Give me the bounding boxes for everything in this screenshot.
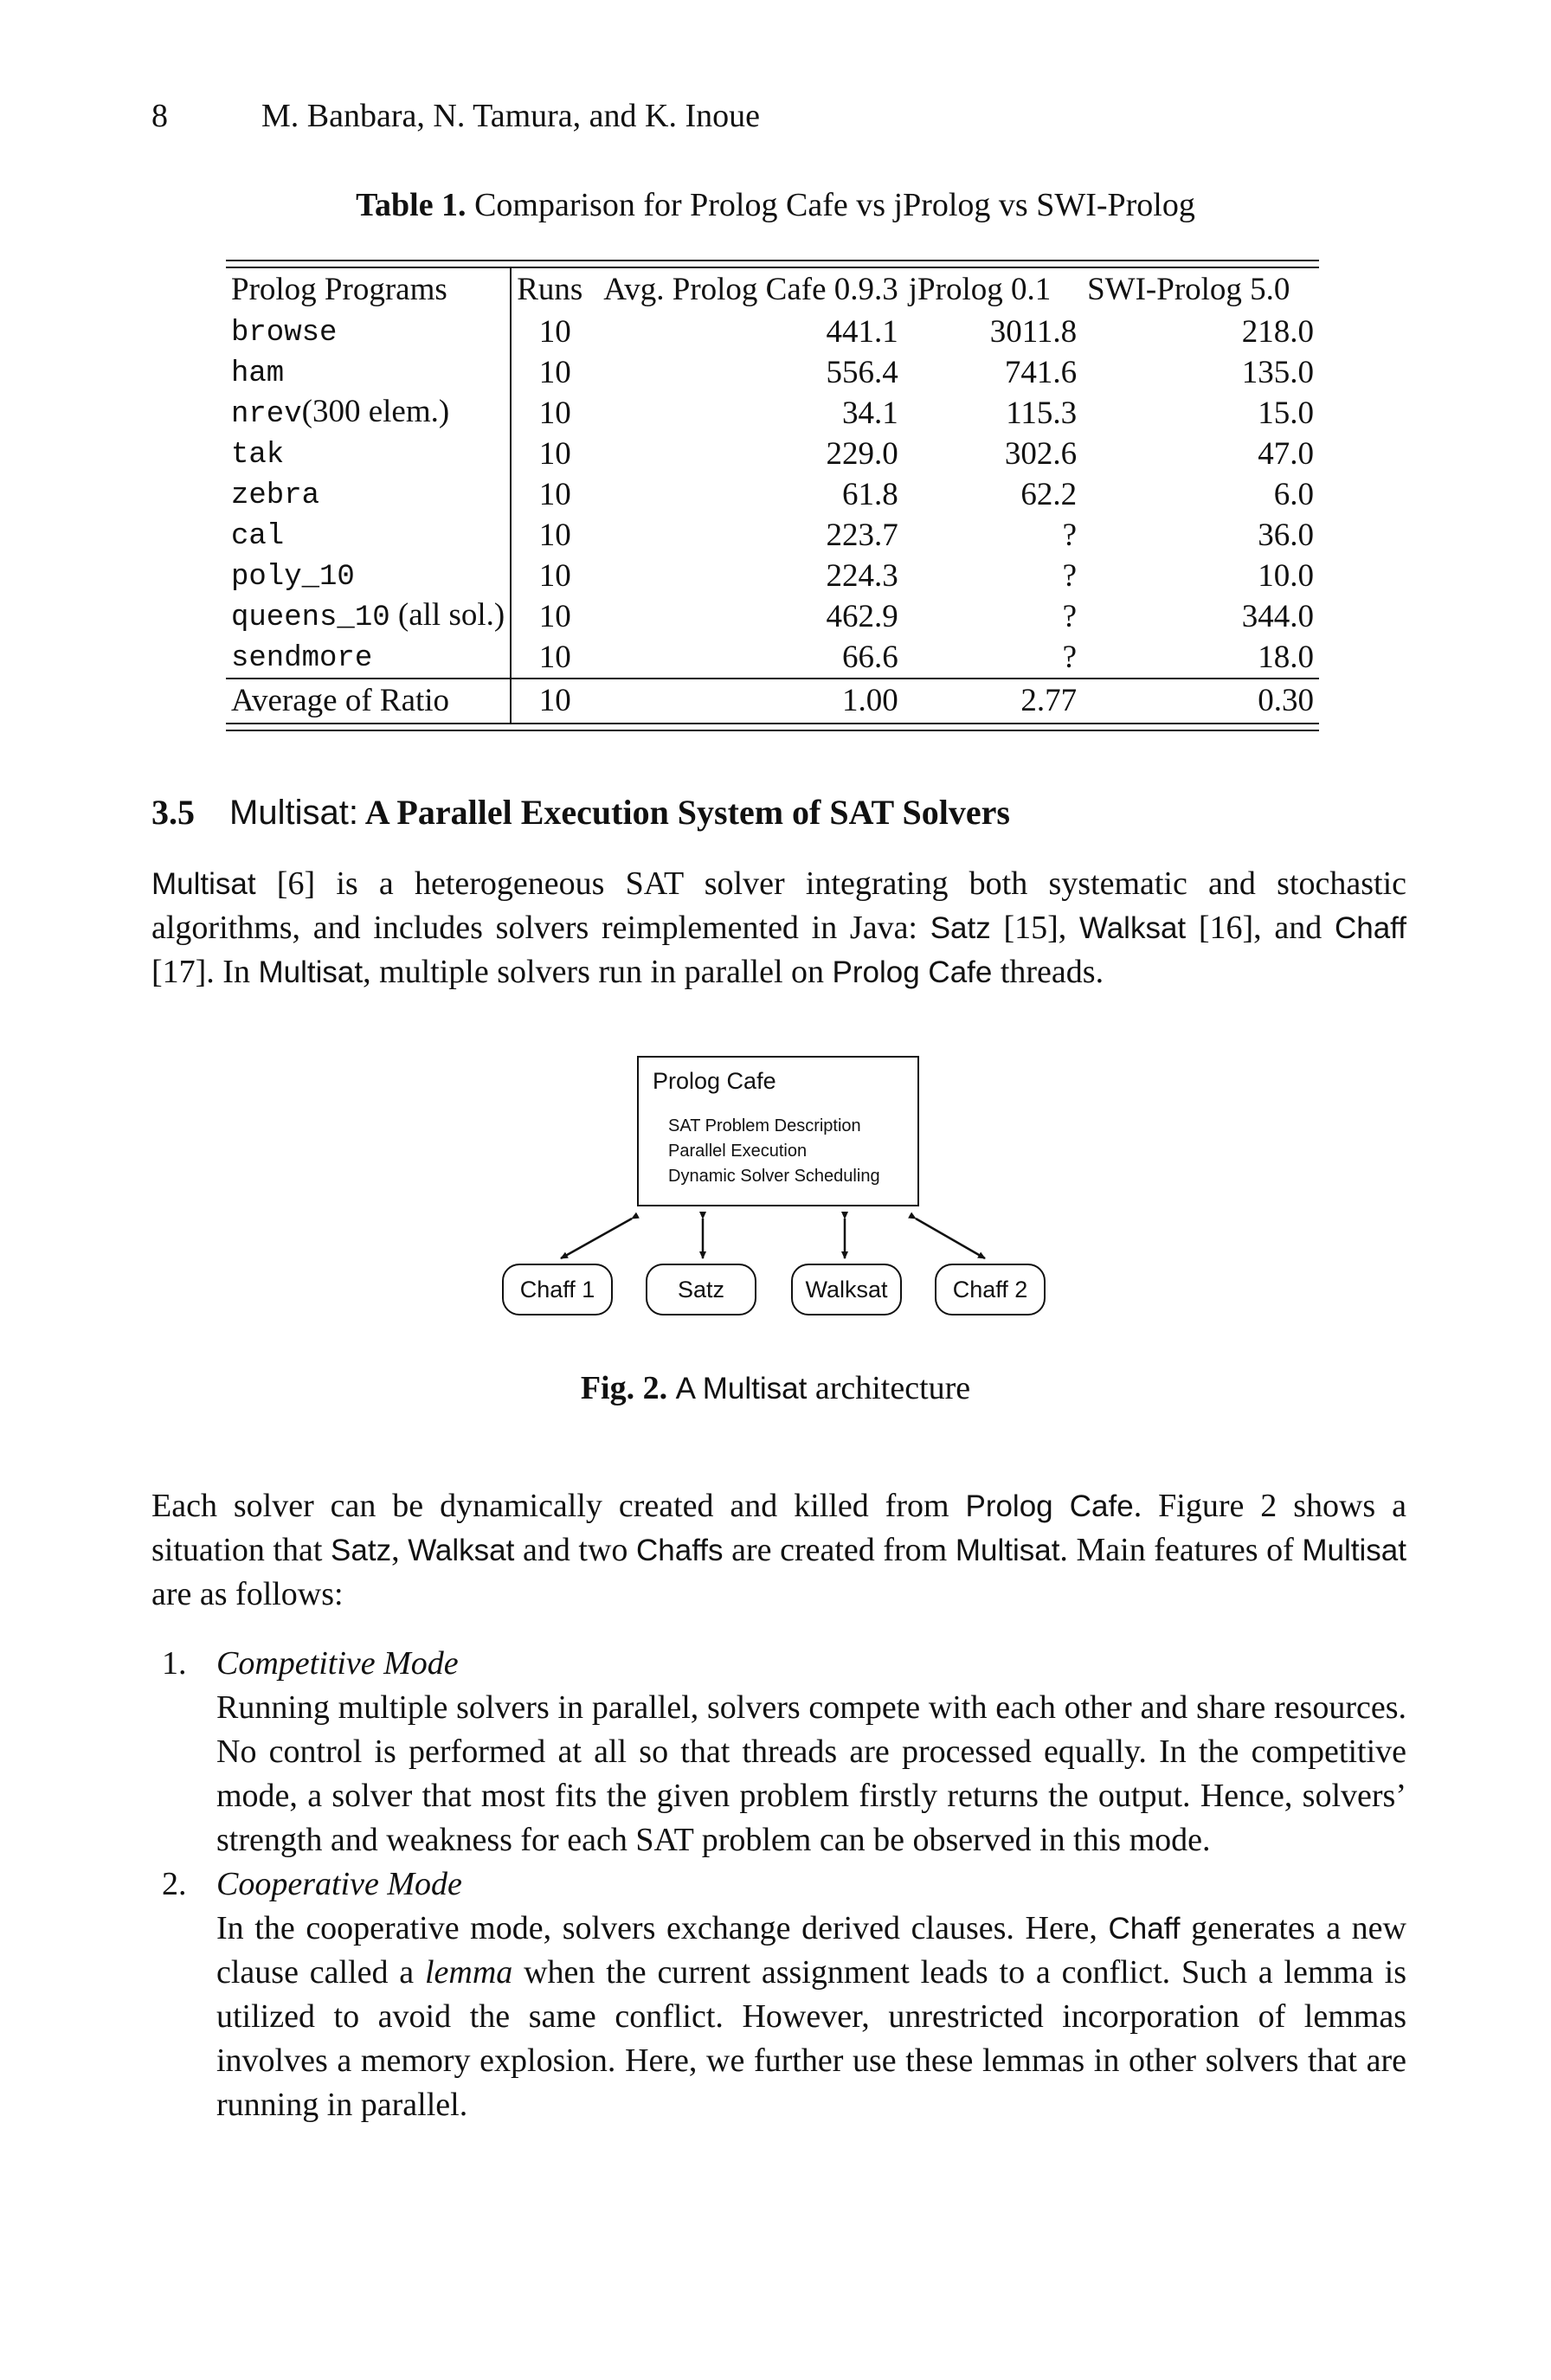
table-bottom-rule-2 <box>226 730 1319 731</box>
col-header-runs: Runs <box>517 272 583 307</box>
list-item-body: Running multiple solvers in parallel, solvers compete with each other and share resources. No control is performed at all so that threads are processed equally. In the competitive mode, a solver that most fits the given problem firstly returns the output. Hence, solvers’ strength and weakness for each SAT problem can be observed in this mode. <box>216 1689 1406 1858</box>
col-header-prolog-cafe: Avg. Prolog Cafe 0.9.3 <box>603 272 898 307</box>
table-caption-label: Table 1. <box>356 187 467 223</box>
program-name: queens_10 <box>231 601 390 634</box>
table-bottom-rule <box>226 723 1319 724</box>
page-number: 8 <box>151 98 168 134</box>
list-item-title: Cooperative Mode <box>216 1866 462 1902</box>
cell-runs: 10 <box>538 354 571 390</box>
figure-caption-text: architecture <box>807 1370 971 1406</box>
col-header-jprolog: jProlog 0.1 <box>908 272 1052 307</box>
program-note: (300 elem.) <box>301 394 450 429</box>
list-item-number: 2. <box>162 1866 187 1902</box>
cell-runs: 10 <box>538 557 571 594</box>
table-row <box>226 556 1319 596</box>
cell-swi: 6.0 <box>1273 476 1314 512</box>
multisat-architecture-figure <box>493 1047 1065 1333</box>
section-number: 3.5 <box>151 793 195 832</box>
table-row <box>226 352 1319 393</box>
table-top-rule <box>226 260 1319 261</box>
cell-runs: 10 <box>538 639 571 675</box>
feature-list <box>151 1642 1406 2127</box>
program-name: cal <box>231 520 285 553</box>
average-label: Average of Ratio <box>226 679 511 723</box>
cell-runs: 10 <box>538 395 571 431</box>
cell-jprolog: ? <box>1062 517 1078 553</box>
solver-node-chaff1: Chaff 1 <box>502 1264 613 1315</box>
table-average-row <box>226 679 1319 723</box>
section-heading <box>151 792 1010 833</box>
cell-swi: 218.0 <box>1241 313 1314 350</box>
cell-swi: 47.0 <box>1258 435 1314 472</box>
solver-node-chaff2: Chaff 2 <box>935 1264 1046 1315</box>
list-item <box>151 1862 1406 2127</box>
program-name: zebra <box>231 479 320 512</box>
cell-jprolog: 62.2 <box>1020 476 1078 512</box>
table-row <box>226 474 1319 515</box>
cell-prolog-cafe: 462.9 <box>826 598 898 634</box>
list-item-number: 1. <box>162 1645 187 1682</box>
box-line: SAT Problem Description <box>668 1116 861 1135</box>
table-caption <box>0 186 1551 224</box>
average-jprolog: 2.77 <box>904 679 1082 723</box>
comparison-table <box>226 260 1319 731</box>
box-line: Dynamic Solver Scheduling <box>668 1167 880 1186</box>
table-row <box>226 393 1319 434</box>
program-name: tak <box>231 439 285 472</box>
solver-node-walksat: Walksat <box>791 1264 902 1315</box>
average-prolog-cafe: 1.00 <box>598 679 904 723</box>
cell-jprolog: ? <box>1062 639 1078 675</box>
cell-swi: 18.0 <box>1258 639 1314 675</box>
box-line: Parallel Execution <box>668 1142 808 1161</box>
cell-swi: 135.0 <box>1241 354 1314 390</box>
figure-caption <box>0 1369 1551 1407</box>
cell-prolog-cafe: 34.1 <box>842 395 898 431</box>
average-swi: 0.30 <box>1082 679 1319 723</box>
program-name: nrev <box>231 398 302 431</box>
list-item-body: In the cooperative mode, solvers exchange derived clauses. Here, Chaff generates a new clause called a lemma when the current assignment leads to a conflict. Such a lemma is utilized to avoid the same conflict. However, unrestricted incorporation of lemmas involves a memory explosion. Here, we further use these lemmas in other solvers that are running in parallel. <box>216 1910 1406 2123</box>
table-row <box>226 312 1319 352</box>
box-title: Prolog Cafe <box>653 1068 776 1094</box>
arrow-to-chaff1 <box>561 1219 632 1258</box>
cell-runs: 10 <box>538 435 571 472</box>
average-runs: 10 <box>511 679 598 723</box>
list-item <box>151 1642 1406 1862</box>
cell-runs: 10 <box>538 598 571 634</box>
paragraph-dynamic: Each solver can be dynamically created and killed from Prolog Cafe. Figure 2 shows a situation that Satz, Walksat and two Chaffs are created from Multisat. Main features of Multisat are as follows: <box>151 1488 1406 1612</box>
table-row <box>226 434 1319 474</box>
cell-prolog-cafe: 66.6 <box>842 639 898 675</box>
table-row <box>226 515 1319 556</box>
cell-jprolog: 302.6 <box>1004 435 1078 472</box>
cell-prolog-cafe: 441.1 <box>826 313 898 350</box>
list-item-title: Competitive Mode <box>216 1645 459 1682</box>
cell-jprolog: 115.3 <box>1006 395 1078 431</box>
table-header-row <box>226 268 1319 312</box>
cell-jprolog: ? <box>1062 557 1078 594</box>
cell-swi: 10.0 <box>1258 557 1314 594</box>
col-header-programs: Prolog Programs <box>226 268 511 312</box>
prolog-cafe-box <box>637 1056 919 1206</box>
section-title: A Parallel Execution System of SAT Solvers <box>364 793 1010 832</box>
figure-caption-sys: A Multisat <box>675 1372 808 1405</box>
solver-node-satz: Satz <box>646 1264 756 1315</box>
arrow-to-chaff2 <box>916 1219 985 1258</box>
cell-swi: 15.0 <box>1258 395 1314 431</box>
col-header-swi-prolog: SWI-Prolog 5.0 <box>1087 272 1290 307</box>
cell-runs: 10 <box>538 476 571 512</box>
cell-jprolog: 741.6 <box>1004 354 1078 390</box>
section-system-name: Multisat: <box>229 794 358 832</box>
cell-swi: 344.0 <box>1241 598 1314 634</box>
paragraph-intro: Multisat [6] is a heterogeneous SAT solver integrating both systematic and stochastic algorithms, and includes solvers reimplemented in Java: Satz [15], Walksat [16], and Chaff [17]. In Multisat, multiple solvers run in parallel on Prolog Cafe threads. <box>151 865 1406 990</box>
program-note: (all sol.) <box>389 597 505 633</box>
program-name: poly_10 <box>231 561 355 594</box>
table-row <box>226 637 1319 679</box>
table-row <box>226 596 1319 637</box>
cell-runs: 10 <box>538 517 571 553</box>
cell-jprolog: ? <box>1062 598 1078 634</box>
running-header-authors: M. Banbara, N. Tamura, and K. Inoue <box>261 98 760 134</box>
cell-prolog-cafe: 223.7 <box>826 517 898 553</box>
table-caption-text: Comparison for Prolog Cafe vs jProlog vs SWI-Prolog <box>474 187 1195 223</box>
cell-prolog-cafe: 61.8 <box>842 476 898 512</box>
program-name: ham <box>231 357 285 390</box>
cell-runs: 10 <box>538 313 571 350</box>
cell-prolog-cafe: 224.3 <box>826 557 898 594</box>
program-name: sendmore <box>231 642 373 675</box>
cell-swi: 36.0 <box>1258 517 1314 553</box>
program-name: browse <box>231 317 338 350</box>
cell-prolog-cafe: 229.0 <box>826 435 898 472</box>
cell-prolog-cafe: 556.4 <box>826 354 898 390</box>
cell-jprolog: 3011.8 <box>989 313 1078 350</box>
figure-caption-label: Fig. 2. <box>580 1370 668 1406</box>
